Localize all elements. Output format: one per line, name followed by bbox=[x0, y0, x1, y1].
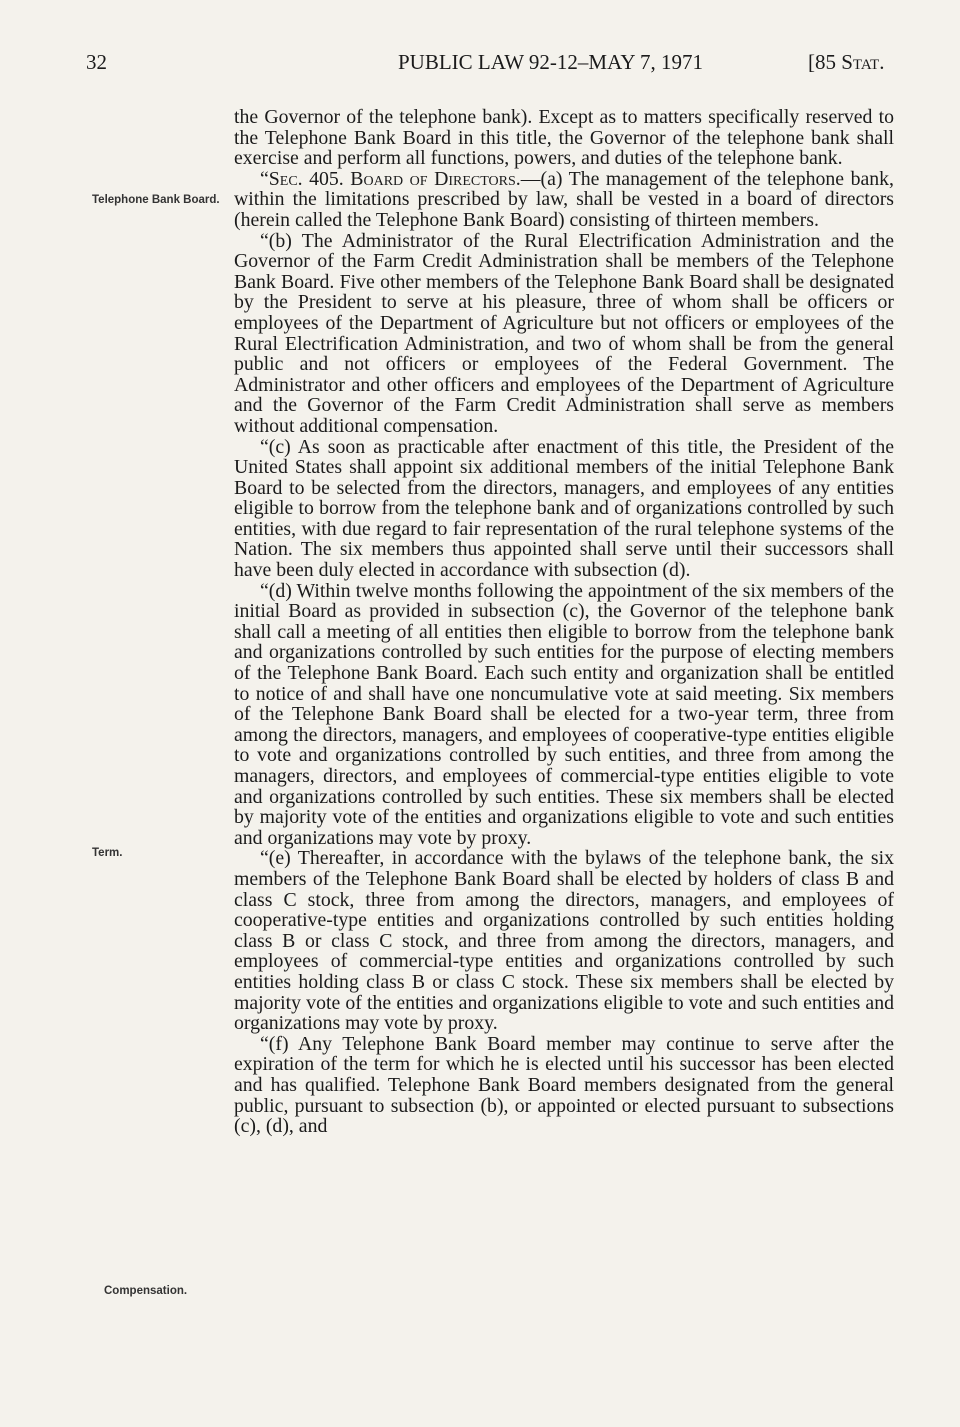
running-title: PUBLIC LAW 92-12–MAY 7, 1971 bbox=[398, 50, 703, 74]
body-text bbox=[234, 107, 894, 1137]
page-header bbox=[0, 50, 960, 90]
paragraph-e: “(e) Thereafter, in accordance with the bylaws of the telephone bank, the six members of the Telephone Bank Board shall be elected by holders of class B and class C stock, three from among the directors, managers, and employees of cooperative-type entities and organizations controlled by such entities holding class B or class C stock, and three from among the directors, managers, and employees of commercial-type entities and organizations controlled by such entities holding class B or class C stock. These six members shall be elected by majority vote of the entities and organizations eligible to vote and such entities and organizations may vote by proxy. bbox=[234, 847, 894, 1035]
section-heading: “Sec. 405. Board of Directors. bbox=[260, 167, 521, 190]
margin-note-term: Term. bbox=[92, 847, 123, 859]
paragraph-d: “(d) Within twelve months following the appointment of the six members of the initial Board as provided in subsection (c), the Governor of the telephone bank shall call a meeting of all entities then eligible to borrow from the telephone bank and organizations controlled by such entities for the purpose of electing members of the Telephone Bank Board. Each such entity and organization shall be entitled to notice of and shall have one noncumulative vote at said meeting. Six members of the Telephone Bank Board shall be elected for a two-year term, three from among the directors, managers, and employees of cooperative-type entities eligible to vote and organizations controlled by such entities, and three from among the managers, directors, and employees of commercial-type entities eligible to vote and organizations controlled by such entities. These six members shall be elected by majority vote of the entities and organizations eligible to vote and such entities and organizations may vote by proxy. bbox=[234, 579, 894, 849]
paragraph-b: “(b) The Administrator of the Rural Electrification Administration and the Governor of the Farm Credit Administration shall be members of the Telephone Bank Board. Five other members of the Telephone Bank Board shall be designated by the President to serve at his pleasure, three of whom shall be officers or employees of the Department of Agriculture but not officers or employees of the Rural Electrification Administration, and two of whom shall be from the general public and not officers or employees of the Federal Government. The Administrator and other officers and employees of the Department of Agriculture and the Governor of the Farm Credit Administration shall serve as members without additional compensation. bbox=[234, 229, 894, 437]
paragraph-continuation: the Governor of the telephone bank). Except as to matters specifically reserved to the Telephone Bank Board in this title, the Governor of the telephone bank shall exercise and perform all functions, powers, and duties of the telephone bank. bbox=[234, 106, 894, 170]
paragraph-c: “(c) As soon as practicable after enactment of this title, the President of the United States shall appoint six additional members of the initial Telephone Bank Board to be selected from the directors, managers, and employees of any entities eligible to borrow from the telephone bank and of organizations controlled by such entities, with due regard to fair representation of the rural telephone systems of the Nation. The six members thus appointed shall serve until their successors shall have been duly elected in accordance with subsection (d). bbox=[234, 435, 894, 582]
margin-note-telephone-bank-board: Telephone Bank Board. bbox=[92, 194, 220, 206]
section-text: —(a) The management of the telephone bank, within the limitations prescribed by law, shall be vested in a board of directors (herein called the Telephone Bank Board) consisting of thirteen members. bbox=[234, 167, 894, 231]
statute-label: Stat. bbox=[841, 50, 885, 74]
statute-reference bbox=[808, 50, 884, 75]
statute-prefix: [85 bbox=[808, 50, 842, 74]
margin-note-compensation: Compensation. bbox=[104, 1285, 188, 1297]
paragraph-f: “(f) Any Telephone Bank Board member may continue to serve after the expiration of the term for which he is elected until his successor has been elected and has qualified. Telephone Bank Board members designated from the general public, pursuant to subsection (b), or appointed or elected pursuant to subsections (c), (d), and bbox=[234, 1032, 894, 1138]
page-number: 32 bbox=[86, 50, 107, 74]
paragraph-sec-405 bbox=[234, 169, 894, 231]
